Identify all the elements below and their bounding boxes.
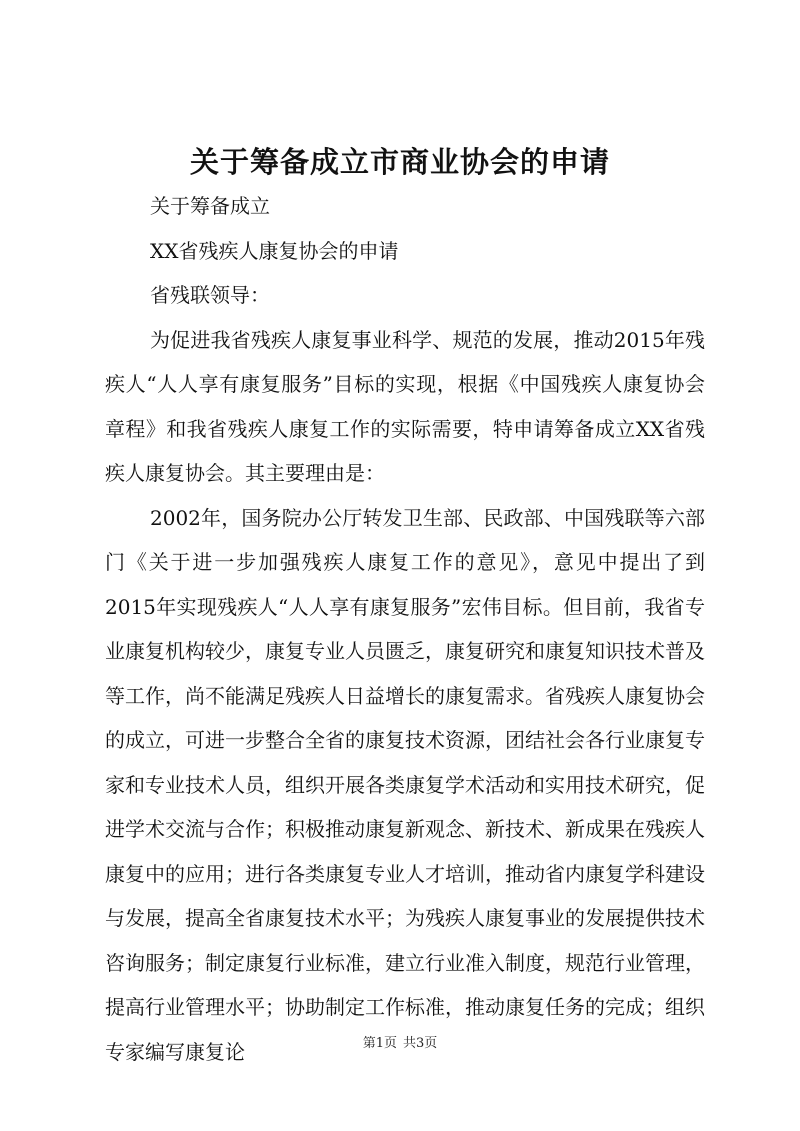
document-title: 关于筹备成立市商业协会的申请 [189,145,610,179]
body-paragraph: 关于筹备成立 [150,194,270,218]
page-footer [0,1034,800,1054]
page-number: 第1页 [362,1036,397,1051]
document-body [105,184,705,1074]
body-paragraph: XX省残疾人康复协会的申请 [150,238,399,263]
body-paragraph: 为促进我省残疾人康复事业科学、规范的发展，推动2015年残疾人“人人享有康复服务”目标的实现，根据《中国残疾人康复协会章程》和我省残疾人康复工作的实际需要，特申请筹备成立XX省残疾人康复协会。其主要理由是： [105,327,705,485]
page-total: 共3页 [403,1036,438,1051]
body-paragraph: 省残联领导： [150,283,270,307]
body-paragraph: 2002年，国务院办公厅转发卫生部、民政部、中国残联等六部门《关于进一步加强残疾人康复工作的意见》，意见中提出了到2015年实现残疾人“人人享有康复服务”宏伟目标。但目前，我省专业康复机构较少，康复专业人员匮乏，康复研究和康复知识技术普及等工作，尚不能满足残疾人日益增长的康复需求。省残疾人康复协会的成立，可进一步整合全省的康复技术资源，团结社会各行业康复专家和专业技术人员，组织开展各类康复学术活动和实用技术研究，促进学术交流与合作；积极推动康复新观念、新技术、新成果在残疾人康复中的应用；进行各类康复专业人才培训，推动省内康复学科建设与发展，提高全省康复技术水平；为残疾人康复事业的发展提供技术咨询服务；制定康复行业标准，建立行业准入制度，规范行业管理，提高行业管理水平；协助制定工作标准，推动康复任务的完成；组织专家编写康复论 [105,505,705,1064]
